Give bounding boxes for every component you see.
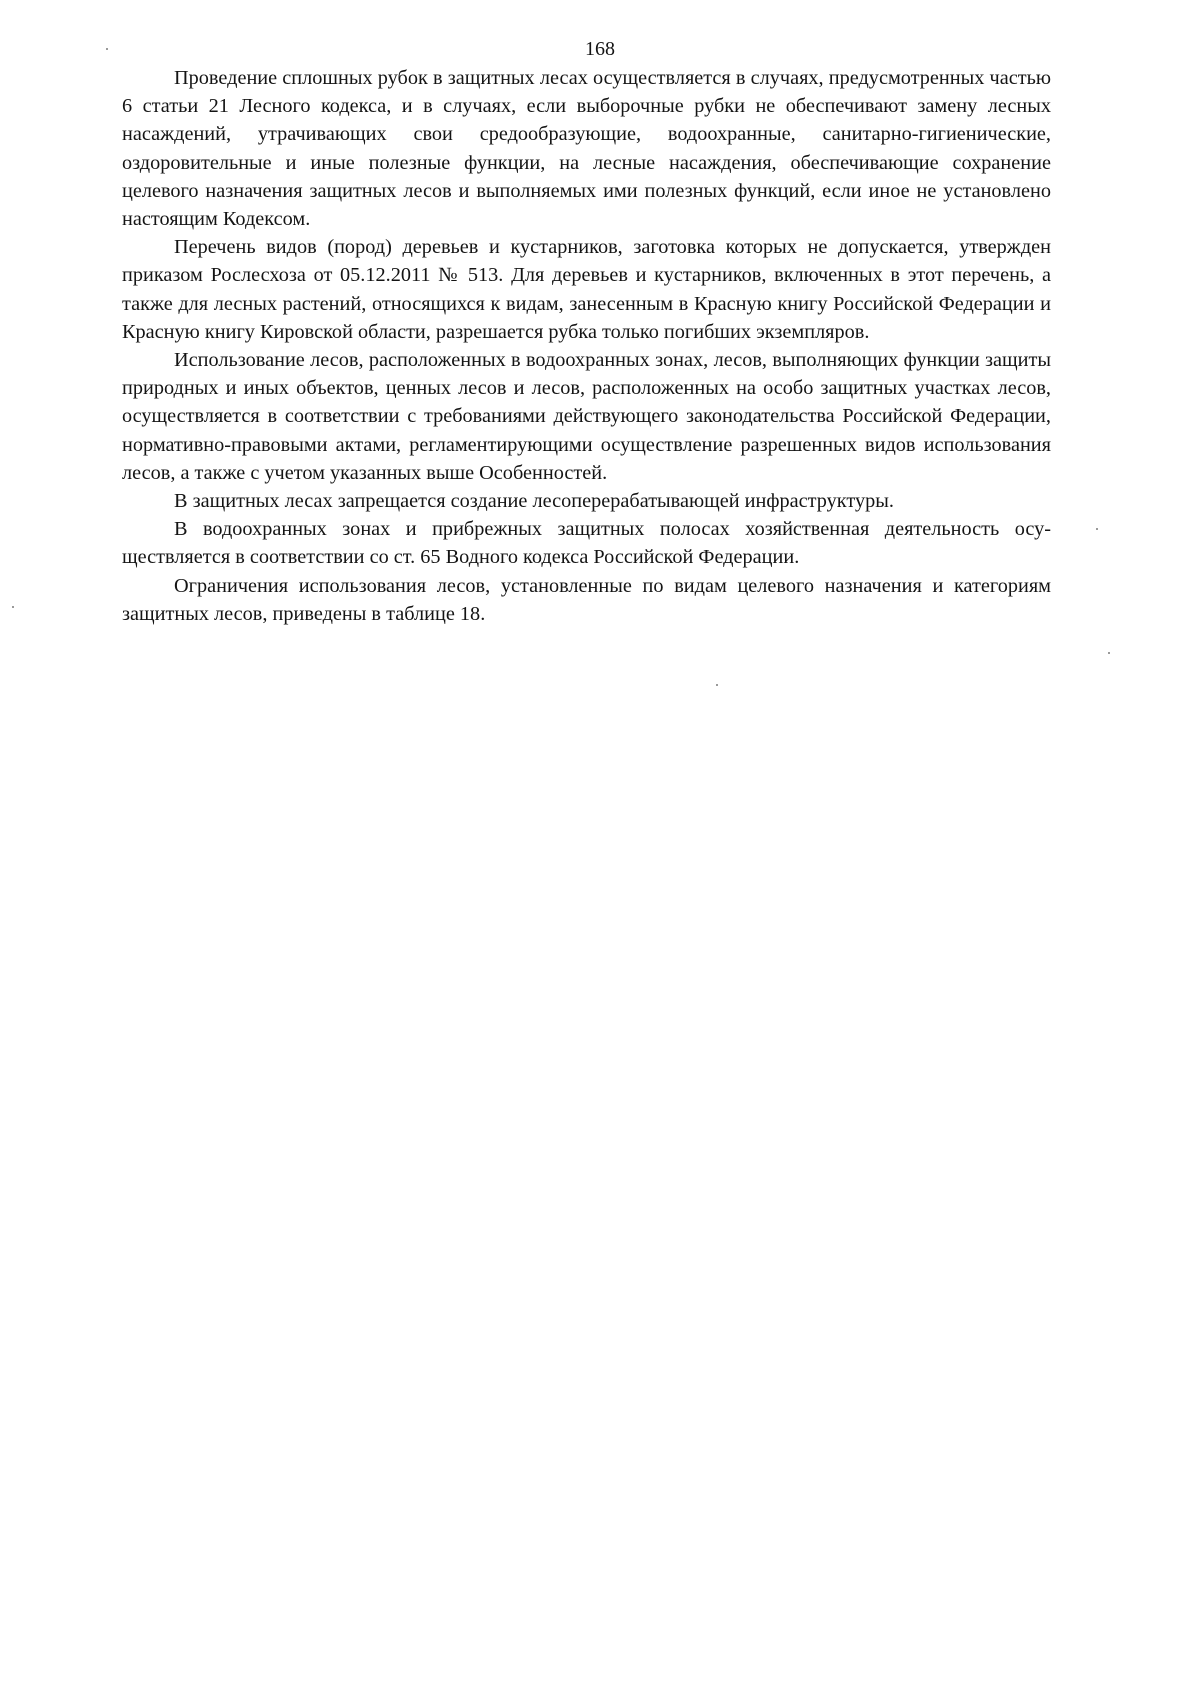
- scan-speck: [1108, 652, 1110, 654]
- paragraph-clear-cutting: Проведение сплошных рубок в защитных лесах осуществляется в случаях, предусмотренных частью 6 статьи 21 Лесного кодекса, и в случаях, если выборочные рубки не обеспечивают замену лесных насаждений, утрачивающих свои средообразующие, водоохранные, санитарно-гигиенические, оздоровительные и иные полезные функции, на лесные насаждения, обеспечивающие сохранение целевого назначения защитных лесов и выполняемых ими полезных функций, если иное не установлено настоящим Кодексом.: [122, 67, 1051, 231]
- scan-speck: [106, 48, 108, 50]
- scan-speck: [12, 606, 14, 608]
- scan-speck: [716, 684, 718, 686]
- paragraph-infrastructure-ban: В защитных лесах запрещается создание лесоперерабатывающей инфраструктуры.: [174, 490, 894, 513]
- scan-speck: [1096, 528, 1098, 530]
- paragraph-protected-species: Перечень видов (пород) деревьев и кустарников, заготовка которых не допускается, утвержден приказом Рослесхоза от 05.12.2011 № 513. Для деревьев и кустарников, включенных в этот перечень, а также для лесных растений, относящихся к видам, занесенным в Красную книгу Российской Федерации и Красную книгу Кировской области, разрешается рубка только погибших экземпляров.: [122, 236, 1051, 343]
- body-text: [122, 64, 1051, 628]
- page-number: 168: [585, 38, 615, 60]
- paragraph-usage-restrictions: Ограничения использования лесов, установленные по видам целевого назначения и категориям защитных лесов, приведены в таблице 18.: [122, 574, 1051, 625]
- paragraph-water-protection-zones: В водоохранных зонах и прибрежных защитных полосах хозяйственная деятельность осуществляется в соответствии со ст. 65 Водного кодекса Российской Федерации.: [122, 518, 1051, 569]
- paragraph-forest-use-regulations: Использование лесов, расположенных в водоохранных зонах, лесов, выполняющих функции защиты природных и иных объектов, ценных лесов и лесов, расположенных на особо защитных участках лесов, осуществляется в соответствии с требованиями действующего законодательства Российской Федерации, нормативно-правовыми актами, регламентирующими осуществление разрешенных видов использования лесов, а также с учетом указанных выше Особенностей.: [122, 349, 1051, 484]
